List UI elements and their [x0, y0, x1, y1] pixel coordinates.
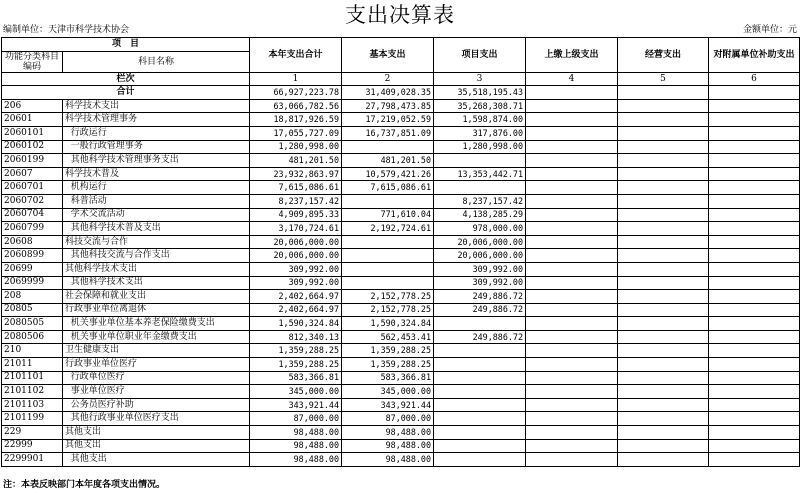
- name-cell: [63, 126, 250, 140]
- project-cell: [434, 398, 526, 412]
- basic-cell: 1,590,324.84: [342, 317, 434, 331]
- upper-cell: [526, 167, 618, 181]
- project-cell: [434, 344, 526, 358]
- total-cell: 2,402,664.97: [250, 303, 342, 317]
- project-cell: [434, 439, 526, 453]
- upper-cell: [526, 154, 618, 168]
- upper-cell: [526, 113, 618, 127]
- basic-header: 基本支出: [342, 38, 434, 73]
- basic-cell: [342, 194, 434, 208]
- basic-cell: 10,579,421.26: [342, 167, 434, 181]
- project-cell: [434, 181, 526, 195]
- subsidy-cell: [709, 249, 800, 263]
- basic-cell: 17,219,052.59: [342, 113, 434, 127]
- total-cell: 18,817,926.59: [250, 113, 342, 127]
- name-text: 其他支出: [70, 454, 107, 465]
- operation-cell: [618, 276, 709, 290]
- code-cell: 22999: [2, 439, 63, 453]
- total-cell: 20,006,000.00: [250, 249, 342, 263]
- total-cell: 2,402,664.97: [250, 290, 342, 304]
- operation-cell: [618, 113, 709, 127]
- total-cell: 98,488.00: [250, 453, 342, 467]
- upper-cell: [526, 453, 618, 467]
- upper-cell: [526, 317, 618, 331]
- code-cell: 20607: [2, 167, 63, 181]
- table-row: [2, 235, 800, 249]
- code-cell: 210: [2, 344, 63, 358]
- summary-basic: 31,409,028.35: [342, 86, 434, 100]
- upper-cell: [526, 99, 618, 113]
- name-text: 机关事业单位职业年金缴费支出: [70, 331, 197, 342]
- table-row: [2, 426, 800, 440]
- code-cell: 20699: [2, 262, 63, 276]
- subsidy-cell: [709, 262, 800, 276]
- name-cell: 科学技术支出: [63, 99, 250, 113]
- subsidy-cell: [709, 113, 800, 127]
- amount-unit: 金额单位：元: [742, 25, 797, 35]
- total-cell: 98,488.00: [250, 426, 342, 440]
- project-cell: [434, 385, 526, 399]
- project-cell: 20,006,000.00: [434, 249, 526, 263]
- project-cell: 1,598,874.00: [434, 113, 526, 127]
- name-text: 其他科学技术支出: [70, 277, 143, 288]
- code-cell: 2101102: [2, 385, 63, 399]
- table-row: [2, 303, 800, 317]
- basic-cell: [342, 140, 434, 154]
- subsidy-cell: [709, 290, 800, 304]
- upper-cell: [526, 385, 618, 399]
- table-row: [2, 154, 800, 168]
- upper-cell: [526, 181, 618, 195]
- basic-cell: 562,453.41: [342, 330, 434, 344]
- total-cell: 343,921.44: [250, 398, 342, 412]
- operation-cell: [618, 398, 709, 412]
- upper-cell: [526, 235, 618, 249]
- name-cell: 科学技术管理事务: [63, 113, 250, 127]
- total-cell: 3,170,724.61: [250, 222, 342, 236]
- upper-cell: [526, 371, 618, 385]
- basic-cell: 481,201.50: [342, 154, 434, 168]
- name-header: 科目名称: [63, 51, 250, 72]
- basic-cell: 583,366.81: [342, 371, 434, 385]
- subsidy-cell: [709, 439, 800, 453]
- basic-cell: 345,000.00: [342, 385, 434, 399]
- name-cell: [63, 317, 250, 331]
- name-text: 其他行政事业单位医疗支出: [70, 413, 179, 424]
- subsidy-cell: [709, 330, 800, 344]
- summary-upper: [526, 86, 618, 100]
- operation-cell: [618, 439, 709, 453]
- upper-cell: [526, 426, 618, 440]
- table-row: [2, 167, 800, 181]
- table-row: [2, 358, 800, 372]
- operation-cell: [618, 167, 709, 181]
- table-row: [2, 330, 800, 344]
- operation-cell: [618, 262, 709, 276]
- name-text: 公务员医疗补助: [70, 399, 134, 410]
- upper-cell: [526, 276, 618, 290]
- basic-cell: 16,737,851.09: [342, 126, 434, 140]
- name-cell: 其他科学技术支出: [63, 262, 250, 276]
- subsidy-cell: [709, 317, 800, 331]
- operation-cell: [618, 249, 709, 263]
- subsidy-cell: [709, 385, 800, 399]
- total-cell: 17,055,727.09: [250, 126, 342, 140]
- table-row: [2, 290, 800, 304]
- project-cell: [434, 317, 526, 331]
- project-cell: 978,000.00: [434, 222, 526, 236]
- subsidy-header: 对附属单位补助支出: [709, 38, 800, 73]
- operation-cell: [618, 344, 709, 358]
- upper-cell: [526, 398, 618, 412]
- name-cell: [63, 140, 250, 154]
- table-row: [2, 453, 800, 467]
- basic-cell: 1,359,288.25: [342, 358, 434, 372]
- subsidy-cell: [709, 222, 800, 236]
- name-text: 其他科技交流与合作支出: [70, 250, 170, 261]
- code-header: 功能分类科目编码: [2, 51, 63, 72]
- total-cell: 1,590,324.84: [250, 317, 342, 331]
- footnote: 注：本表反映部门本年度各项支出情况。: [3, 480, 166, 490]
- project-cell: 20,006,000.00: [434, 235, 526, 249]
- table-row: [2, 249, 800, 263]
- total-cell: 98,488.00: [250, 439, 342, 453]
- code-cell: 208: [2, 290, 63, 304]
- upper-cell: [526, 222, 618, 236]
- operation-cell: [618, 371, 709, 385]
- subsidy-cell: [709, 358, 800, 372]
- operation-cell: [618, 154, 709, 168]
- table-row: [2, 262, 800, 276]
- upper-cell: [526, 126, 618, 140]
- table-row: [2, 371, 800, 385]
- total-cell: 20,006,000.00: [250, 235, 342, 249]
- summary-subsidy: [709, 86, 800, 100]
- col-number: 2: [342, 72, 434, 86]
- upper-cell: [526, 249, 618, 263]
- subsidy-cell: [709, 426, 800, 440]
- name-text: 行政单位医疗: [70, 372, 125, 383]
- operation-cell: [618, 453, 709, 467]
- operation-cell: [618, 208, 709, 222]
- project-cell: 4,138,285.29: [434, 208, 526, 222]
- code-cell: 2101199: [2, 412, 63, 426]
- name-text: 机构运行: [70, 182, 107, 193]
- subsidy-cell: [709, 140, 800, 154]
- basic-cell: 2,152,778.25: [342, 303, 434, 317]
- summary-total: 66,927,223.78: [250, 86, 342, 100]
- table-row: [2, 276, 800, 290]
- basic-cell: [342, 235, 434, 249]
- subsidy-cell: [709, 412, 800, 426]
- basic-cell: 87,000.00: [342, 412, 434, 426]
- column-index-label: 栏次: [2, 72, 250, 86]
- operation-cell: [618, 385, 709, 399]
- basic-cell: 343,921.44: [342, 398, 434, 412]
- name-cell: 卫生健康支出: [63, 344, 250, 358]
- operation-cell: [618, 290, 709, 304]
- total-cell: 309,992.00: [250, 262, 342, 276]
- subsidy-cell: [709, 276, 800, 290]
- project-cell: 317,876.00: [434, 126, 526, 140]
- operation-cell: [618, 140, 709, 154]
- upper-cell: [526, 330, 618, 344]
- total-cell: 481,201.50: [250, 154, 342, 168]
- table-row: [2, 113, 800, 127]
- table-row: [2, 385, 800, 399]
- basic-cell: 98,488.00: [342, 439, 434, 453]
- upper-cell: [526, 344, 618, 358]
- name-cell: 行政事业单位医疗: [63, 358, 250, 372]
- subsidy-cell: [709, 181, 800, 195]
- code-cell: 2060101: [2, 126, 63, 140]
- name-text: 学术交流活动: [70, 209, 125, 220]
- summary-project: 35,518,195.43: [434, 86, 526, 100]
- name-text: 其他科学技术普及支出: [70, 222, 161, 233]
- upper-cell: [526, 208, 618, 222]
- project-cell: 13,353,442.71: [434, 167, 526, 181]
- name-cell: [63, 398, 250, 412]
- name-text: 科普活动: [70, 195, 107, 206]
- operation-cell: [618, 194, 709, 208]
- col-number: 3: [434, 72, 526, 86]
- code-cell: 206: [2, 99, 63, 113]
- operation-cell: [618, 99, 709, 113]
- total-cell: 87,000.00: [250, 412, 342, 426]
- upper-cell: [526, 439, 618, 453]
- code-cell: 2080505: [2, 317, 63, 331]
- subsidy-cell: [709, 194, 800, 208]
- name-text: 其他科学技术管理事务支出: [70, 154, 179, 165]
- basic-cell: 771,610.04: [342, 208, 434, 222]
- code-cell: 2060799: [2, 222, 63, 236]
- col-number: 4: [526, 72, 618, 86]
- upper-cell: [526, 290, 618, 304]
- code-cell: 2101103: [2, 398, 63, 412]
- summary-operation: [618, 86, 709, 100]
- upper-header: 上缴上级支出: [526, 38, 618, 73]
- reporting-unit: 编制单位：天津市科学技术协会: [3, 25, 130, 35]
- upper-cell: [526, 412, 618, 426]
- basic-cell: 1,359,288.25: [342, 344, 434, 358]
- operation-cell: [618, 235, 709, 249]
- upper-cell: [526, 303, 618, 317]
- code-cell: 2080506: [2, 330, 63, 344]
- name-cell: [63, 412, 250, 426]
- table-row: [2, 99, 800, 113]
- project-cell: [434, 371, 526, 385]
- operation-header: 经营支出: [618, 38, 709, 73]
- project-cell: 309,992.00: [434, 276, 526, 290]
- upper-cell: [526, 262, 618, 276]
- basic-cell: 2,152,778.25: [342, 290, 434, 304]
- name-cell: [63, 276, 250, 290]
- operation-cell: [618, 303, 709, 317]
- name-text: 一般行政管理事务: [70, 141, 143, 152]
- table-row: [2, 194, 800, 208]
- total-cell: 812,340.13: [250, 330, 342, 344]
- total-cell: 309,992.00: [250, 276, 342, 290]
- subsidy-cell: [709, 303, 800, 317]
- project-header: 项目支出: [434, 38, 526, 73]
- name-cell: [63, 385, 250, 399]
- table-row: [2, 181, 800, 195]
- basic-cell: 98,488.00: [342, 426, 434, 440]
- upper-cell: [526, 358, 618, 372]
- name-cell: [63, 194, 250, 208]
- basic-cell: [342, 262, 434, 276]
- project-cell: [434, 453, 526, 467]
- code-cell: 20601: [2, 113, 63, 127]
- name-cell: 科学技术普及: [63, 167, 250, 181]
- code-cell: 2299901: [2, 453, 63, 467]
- code-cell: 2060702: [2, 194, 63, 208]
- name-cell: 其他支出: [63, 439, 250, 453]
- col-number: 6: [709, 72, 800, 86]
- summary-label: 合计: [2, 86, 250, 100]
- subsidy-cell: [709, 344, 800, 358]
- total-cell: 8,237,157.42: [250, 194, 342, 208]
- code-cell: 2060701: [2, 181, 63, 195]
- code-cell: 2060102: [2, 140, 63, 154]
- total-cell: 7,615,086.61: [250, 181, 342, 195]
- operation-cell: [618, 222, 709, 236]
- basic-cell: 98,488.00: [342, 453, 434, 467]
- table-row: [2, 208, 800, 222]
- total-cell: 63,066,782.56: [250, 99, 342, 113]
- name-cell: 科技交流与合作: [63, 235, 250, 249]
- subsidy-cell: [709, 208, 800, 222]
- name-cell: 社会保障和就业支出: [63, 290, 250, 304]
- summary-row: [2, 86, 800, 100]
- operation-cell: [618, 330, 709, 344]
- name-cell: 其他支出: [63, 426, 250, 440]
- name-cell: [63, 222, 250, 236]
- total-cell: 345,000.00: [250, 385, 342, 399]
- project-cell: 249,886.72: [434, 330, 526, 344]
- code-cell: 20608: [2, 235, 63, 249]
- name-cell: 行政事业单位离退休: [63, 303, 250, 317]
- name-text: 机关事业单位基本养老保险缴费支出: [70, 318, 215, 329]
- name-cell: [63, 371, 250, 385]
- total-cell: 4,909,895.33: [250, 208, 342, 222]
- total-cell: 1,280,998.00: [250, 140, 342, 154]
- item-header: 项 目: [2, 38, 250, 52]
- basic-cell: 7,615,086.61: [342, 181, 434, 195]
- subsidy-cell: [709, 371, 800, 385]
- operation-cell: [618, 412, 709, 426]
- name-cell: [63, 453, 250, 467]
- table-row: [2, 317, 800, 331]
- project-cell: [434, 412, 526, 426]
- table-row: [2, 398, 800, 412]
- total-header: 本年支出合计: [250, 38, 342, 73]
- name-cell: [63, 208, 250, 222]
- subsidy-cell: [709, 235, 800, 249]
- basic-cell: 27,798,473.85: [342, 99, 434, 113]
- name-text: 行政运行: [70, 127, 107, 138]
- project-cell: 309,992.00: [434, 262, 526, 276]
- subsidy-cell: [709, 167, 800, 181]
- project-cell: [434, 358, 526, 372]
- subsidy-cell: [709, 154, 800, 168]
- name-cell: [63, 249, 250, 263]
- basic-cell: 2,192,724.61: [342, 222, 434, 236]
- project-cell: 1,280,998.00: [434, 140, 526, 154]
- code-cell: 229: [2, 426, 63, 440]
- project-cell: 35,268,308.71: [434, 99, 526, 113]
- project-cell: 8,237,157.42: [434, 194, 526, 208]
- col-number: 1: [250, 72, 342, 86]
- name-cell: [63, 330, 250, 344]
- operation-cell: [618, 426, 709, 440]
- total-cell: 1,359,288.25: [250, 344, 342, 358]
- name-cell: [63, 181, 250, 195]
- table-row: [2, 126, 800, 140]
- total-cell: 583,366.81: [250, 371, 342, 385]
- page-title: 支出决算表: [345, 3, 455, 27]
- subsidy-cell: [709, 126, 800, 140]
- total-cell: 1,359,288.25: [250, 358, 342, 372]
- code-cell: 2060199: [2, 154, 63, 168]
- name-text: 事业单位医疗: [70, 386, 125, 397]
- operation-cell: [618, 126, 709, 140]
- operation-cell: [618, 181, 709, 195]
- operation-cell: [618, 358, 709, 372]
- table-row: [2, 222, 800, 236]
- expenditure-table: [1, 37, 800, 467]
- basic-cell: [342, 249, 434, 263]
- basic-cell: [342, 276, 434, 290]
- code-cell: 21011: [2, 358, 63, 372]
- upper-cell: [526, 140, 618, 154]
- upper-cell: [526, 194, 618, 208]
- project-cell: 249,886.72: [434, 290, 526, 304]
- table-row: [2, 344, 800, 358]
- project-cell: [434, 154, 526, 168]
- total-cell: 23,932,863.97: [250, 167, 342, 181]
- code-cell: 2060899: [2, 249, 63, 263]
- subsidy-cell: [709, 398, 800, 412]
- subsidy-cell: [709, 453, 800, 467]
- code-cell: 20805: [2, 303, 63, 317]
- code-cell: 2069999: [2, 276, 63, 290]
- subsidy-cell: [709, 99, 800, 113]
- table-body: [2, 86, 800, 467]
- table-row: [2, 439, 800, 453]
- operation-cell: [618, 317, 709, 331]
- col-number: 5: [618, 72, 709, 86]
- name-cell: [63, 154, 250, 168]
- project-cell: [434, 426, 526, 440]
- code-cell: 2101101: [2, 371, 63, 385]
- project-cell: 249,886.72: [434, 303, 526, 317]
- table-row: [2, 140, 800, 154]
- table-row: [2, 412, 800, 426]
- code-cell: 2060704: [2, 208, 63, 222]
